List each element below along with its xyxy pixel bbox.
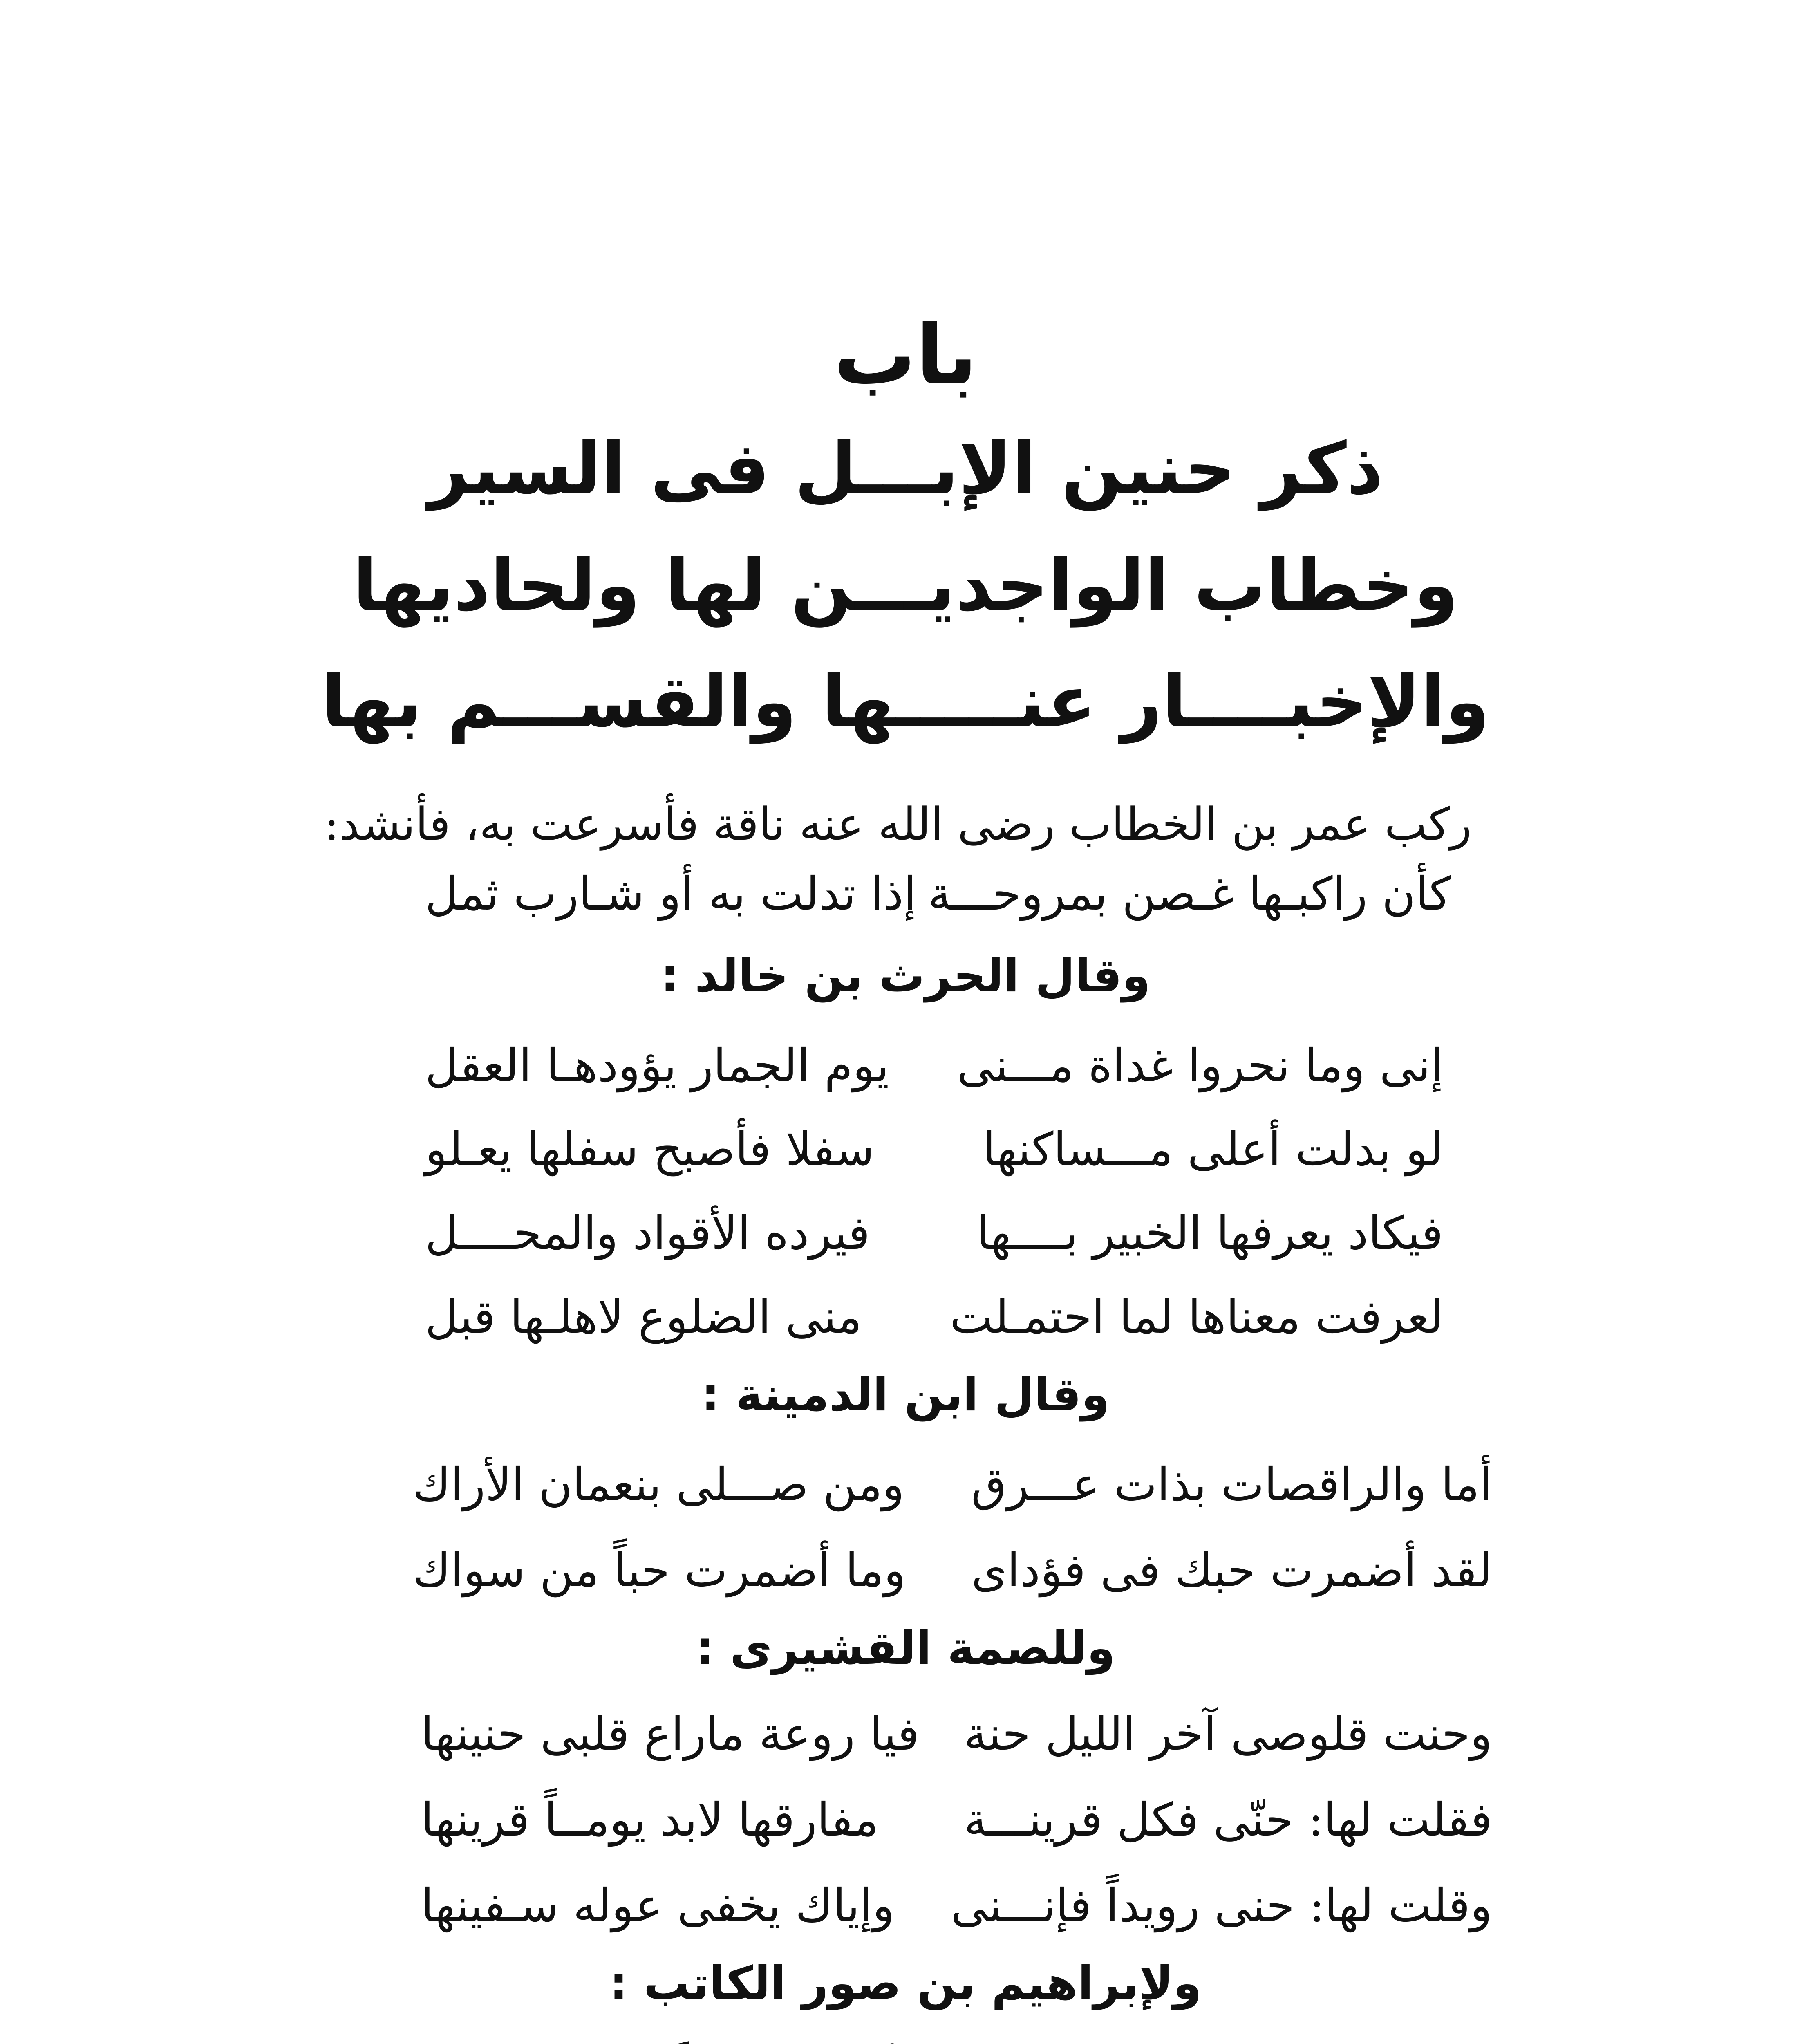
poet-attribution: وقال ابن الدمينة : <box>701 1368 1110 1421</box>
verse-line <box>0 1290 1811 1351</box>
verse-second-hemistich: سفلا فأصبح سفلها يعـلو <box>425 1123 875 1176</box>
verse-second-hemistich: وإياك يخفى عوله سـفينها <box>421 1879 895 1932</box>
intro-paragraph: ركب عمر بن الخطاب رضى الله عنه ناقة فأسرعت به، فأنشد: <box>324 798 1472 850</box>
verse-second-hemistich: منى الضلوع لاهلـها قبل <box>425 1291 862 1344</box>
verse-umar <box>0 867 1811 928</box>
verse-first-hemistich: وقلت لها: حنى رويداً فإنـــنى <box>951 1879 1492 1932</box>
verse-line <box>0 1457 1811 1519</box>
poet-attribution: ولإبراهيم بن صور الكاتب : <box>609 1957 1202 2010</box>
verse-first-hemistich: وحنت قلوصى آخر الليل حنة <box>964 1708 1492 1761</box>
verse-first-hemistich: كأن راكبـها غـصن بمروحـــة <box>928 867 1451 921</box>
verse-line <box>0 1038 1811 1100</box>
verse-second-hemistich: وما أضمرت حباً من سواك <box>413 1544 906 1597</box>
verse-line <box>0 1206 1811 1267</box>
chapter-title-line-1: ذكر حنين الإبـــل فى السير <box>428 428 1383 511</box>
verse-second-hemistich: فيرده الأقواد والمحــــل <box>425 1207 870 1260</box>
verse-line <box>0 1707 1811 1768</box>
verse-second-hemistich: مفارقها لابد يومــاً قرينها <box>421 1793 879 1847</box>
verse-first-hemistich: لو بدلت أعلى مـــساكنها <box>983 1123 1443 1176</box>
verse-line <box>0 1122 1811 1183</box>
verse-first-hemistich: أما والراقصات بذات عـــرق <box>971 1458 1492 1511</box>
verse-second-hemistich: فيا روعة ماراع قلبى حنينها <box>421 1708 920 1761</box>
chapter-title-line-3: والإخبــــار عنـــــها والقســـم بها <box>321 661 1490 744</box>
verse-line <box>0 1543 1811 1605</box>
verse-first-hemistich: لعرفت معناها لما احتمـلت <box>949 1291 1443 1344</box>
verse-second-hemistich: يوم الجمار يؤودهـا العقل <box>425 1039 889 1092</box>
chapter-title-line-2: وخطاب الواجديـــن لها ولحاديها <box>353 544 1458 627</box>
verse-line <box>0 1793 1811 1854</box>
verse-second-hemistich: ومن صـــلى بنعمان الأراك <box>413 1458 904 1511</box>
verse-line <box>0 1878 1811 1940</box>
verse-first-hemistich: إنى وما نحروا غداة مـــنى <box>957 1039 1443 1092</box>
chapter-label: باب <box>833 308 978 403</box>
poet-attribution: وللصمة القشيرى : <box>696 1622 1115 1675</box>
verse-first-hemistich: فقلت لها: حنّى فكل قرينـــة <box>964 1793 1492 1847</box>
poet-attribution: وقال الحرث بن خالد : <box>660 949 1151 1002</box>
verse-second-hemistich: إذا تدلت به أو شـارب ثمل <box>425 867 916 921</box>
verse-first-hemistich: فيكاد يعرفها الخبير بــــها <box>976 1207 1443 1260</box>
verse-first-hemistich: لقد أضمرت حبك فى فؤداى <box>971 1544 1492 1597</box>
